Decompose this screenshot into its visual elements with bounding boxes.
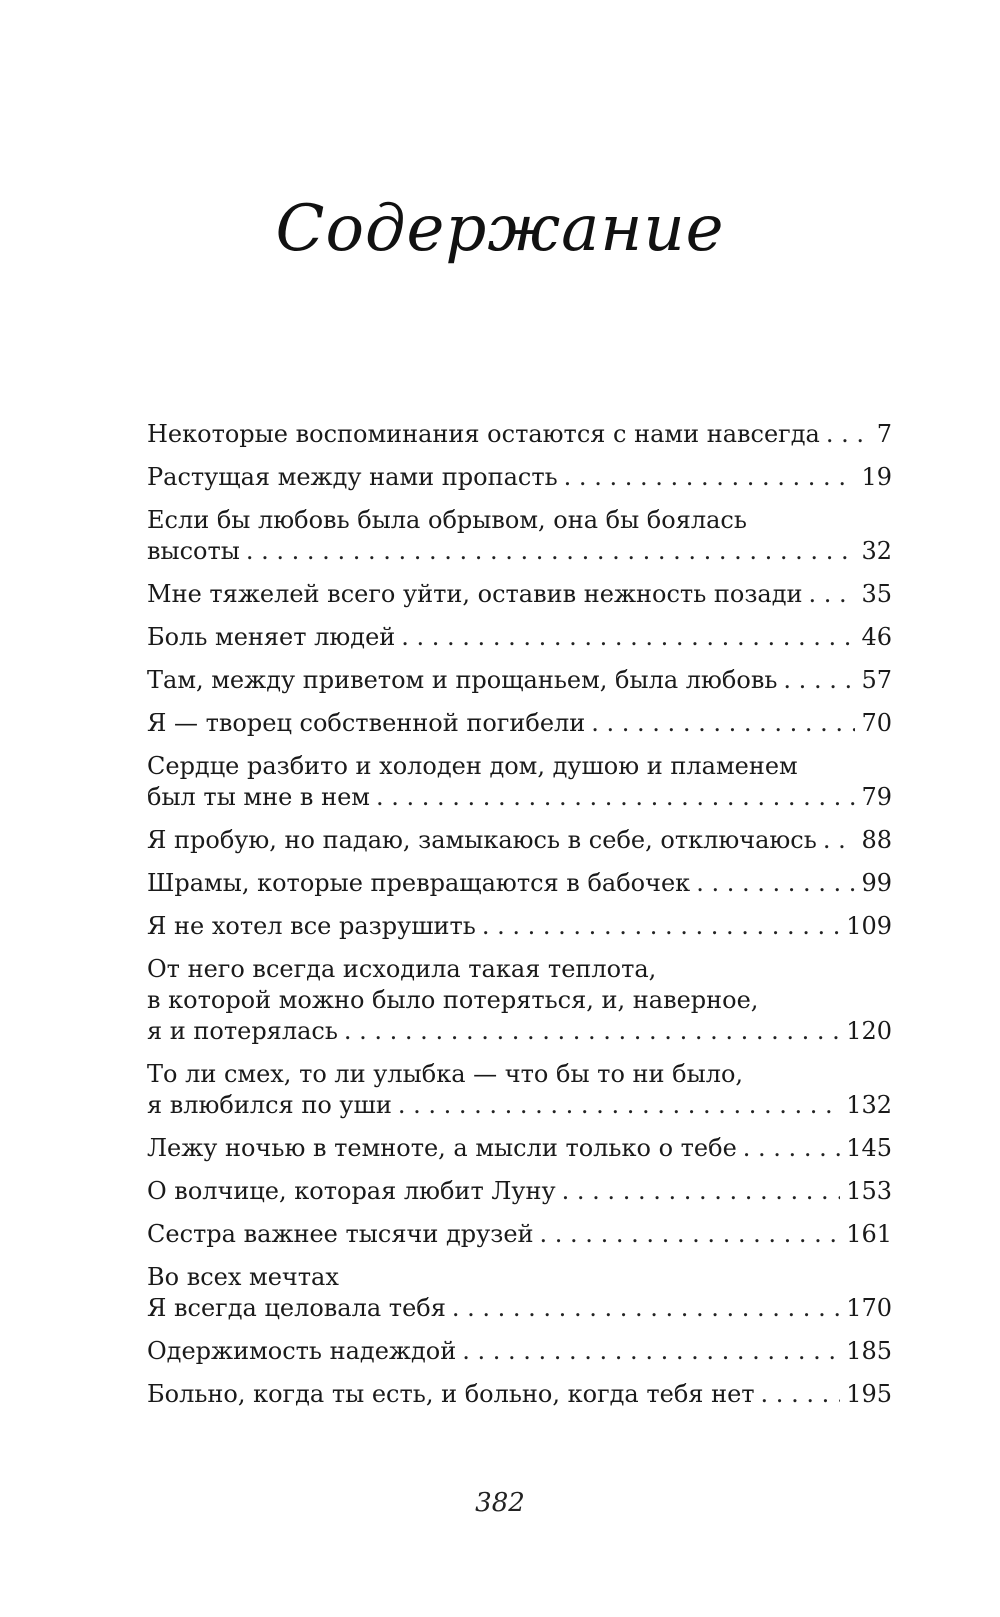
toc-entry-page: 88 [861, 826, 892, 854]
toc-entry-row [147, 782, 892, 813]
toc-entry-page: 132 [846, 1091, 892, 1119]
toc-entry-title-line: Я всегда целовала тебя [147, 1294, 446, 1322]
toc-entry-row [147, 579, 892, 610]
toc-entry-row [147, 1016, 892, 1047]
toc-entry [147, 1336, 892, 1367]
toc-entry-page: 57 [861, 666, 892, 694]
toc-entry-row [147, 911, 892, 942]
toc-entry-row [147, 1336, 892, 1367]
toc-entry [147, 622, 892, 653]
toc-leader-dots [591, 708, 855, 739]
toc-entry-title-line: Я — творец собственной погибели [147, 709, 586, 737]
toc-entry-page: 19 [861, 463, 892, 491]
toc-leader-dots [761, 1379, 841, 1410]
toc-entry-title-line: Растущая между нами пропасть [147, 463, 558, 491]
toc-leader-dots [401, 622, 855, 653]
toc-entry-row [147, 1176, 892, 1207]
toc-entry-row [147, 622, 892, 653]
toc-leader-dots [696, 868, 855, 899]
toc-entry-row [147, 1090, 892, 1121]
toc-entry-title-line: в которой можно было потеряться, и, наверное, [147, 986, 759, 1014]
toc-entry-row [147, 1219, 892, 1250]
toc-entry-page: 32 [861, 537, 892, 565]
toc-entry [147, 911, 892, 942]
toc-entry-title-line: я влюбился по уши [147, 1091, 392, 1119]
toc-entry-page: 145 [846, 1134, 892, 1162]
toc-entry-row [147, 1293, 892, 1324]
toc-entry-title-line: Боль меняет людей [147, 623, 396, 651]
toc-entry-page: 185 [846, 1337, 892, 1365]
toc-entry-title-line: Я не хотел все разрушить [147, 912, 476, 940]
toc-entry [147, 505, 892, 567]
toc-entry [147, 751, 892, 813]
toc-leader-dots [562, 1176, 841, 1207]
toc-entry-page: 109 [846, 912, 892, 940]
toc-entry-page: 79 [861, 783, 892, 811]
toc-leader-dots [452, 1293, 840, 1324]
toc-entry-title-line: Некоторые воспоминания остаются с нами навсегда [147, 420, 820, 448]
toc-leader-dots [823, 825, 856, 856]
toc-entry-page: 46 [861, 623, 892, 651]
toc-entry-title-line: О волчице, которая любит Луну [147, 1177, 556, 1205]
toc-entry-row [147, 536, 892, 567]
toc-entry-title-line: был ты мне в нем [147, 783, 370, 811]
toc-entry-row [147, 825, 892, 856]
toc-entry-title-line: Если бы любовь была обрывом, она бы боялась [147, 506, 747, 534]
toc-entry-page: 99 [861, 869, 892, 897]
toc-entry-row [147, 419, 892, 450]
toc-entry-row [147, 1379, 892, 1410]
toc-entry [147, 419, 892, 450]
toc-leader-dots [809, 579, 856, 610]
toc-entry-title-line: Лежу ночью в темноте, а мысли только о тебе [147, 1134, 737, 1162]
toc-entry [147, 1059, 892, 1121]
toc-entry [147, 825, 892, 856]
toc-entry-title-line: Там, между приветом и прощаньем, была любовь [147, 666, 778, 694]
toc-entry [147, 1219, 892, 1250]
toc-entry [147, 1262, 892, 1324]
table-of-contents [147, 419, 892, 1422]
toc-entry [147, 868, 892, 899]
toc-entry-page: 35 [861, 580, 892, 608]
toc-entry-page: 153 [846, 1177, 892, 1205]
toc-entry-page: 161 [846, 1220, 892, 1248]
toc-entry-page: 70 [861, 709, 892, 737]
toc-entry-page: 170 [846, 1294, 892, 1322]
toc-entry-row [147, 708, 892, 739]
toc-entry-row [147, 868, 892, 899]
toc-entry [147, 954, 892, 1047]
page-title: Содержание [275, 192, 725, 266]
toc-entry-title-line: То ли смех, то ли улыбка — что бы то ни было, [147, 1060, 744, 1088]
toc-entry-page: 195 [846, 1380, 892, 1408]
toc-entry [147, 1133, 892, 1164]
toc-entry [147, 665, 892, 696]
toc-entry-title-line: Мне тяжелей всего уйти, оставив нежность позади [147, 580, 803, 608]
toc-entry [147, 579, 892, 610]
toc-entry-title-line: Больно, когда ты есть, и больно, когда тебя нет [147, 1380, 755, 1408]
toc-entry-title-line: Я пробую, но падаю, замыкаюсь в себе, отключаюсь [147, 826, 817, 854]
toc-entry-title-line: Сестра важнее тысячи друзей [147, 1220, 534, 1248]
toc-leader-dots [826, 419, 871, 450]
toc-entry-page: 7 [876, 420, 892, 448]
toc-entry-title-line: От него всегда исходила такая теплота, [147, 955, 657, 983]
toc-leader-dots [462, 1336, 840, 1367]
toc-entry-title-line: высоты [147, 537, 240, 565]
page-number: 382 [475, 1488, 525, 1518]
toc-leader-dots [540, 1219, 841, 1250]
toc-leader-dots [376, 782, 856, 813]
toc-leader-dots [743, 1133, 840, 1164]
toc-entry-title-line: Шрамы, которые превращаются в бабочек [147, 869, 691, 897]
toc-entry-page: 120 [846, 1017, 892, 1045]
toc-leader-dots [482, 911, 840, 942]
toc-entry [147, 462, 892, 493]
toc-leader-dots [783, 665, 855, 696]
toc-entry [147, 1176, 892, 1207]
toc-leader-dots [246, 536, 856, 567]
toc-entry-title-line: Сердце разбито и холоден дом, душою и пламенем [147, 752, 798, 780]
toc-entry-row [147, 665, 892, 696]
toc-leader-dots [344, 1016, 840, 1047]
toc-leader-dots [564, 462, 856, 493]
toc-entry-title-line: я и потерялась [147, 1017, 338, 1045]
toc-leader-dots [398, 1090, 840, 1121]
toc-entry [147, 1379, 892, 1410]
toc-entry-row [147, 1133, 892, 1164]
toc-entry [147, 708, 892, 739]
toc-entry-title-line: Во всех мечтах [147, 1263, 339, 1291]
toc-entry-row [147, 462, 892, 493]
toc-entry-title-line: Одержимость надеждой [147, 1337, 457, 1365]
